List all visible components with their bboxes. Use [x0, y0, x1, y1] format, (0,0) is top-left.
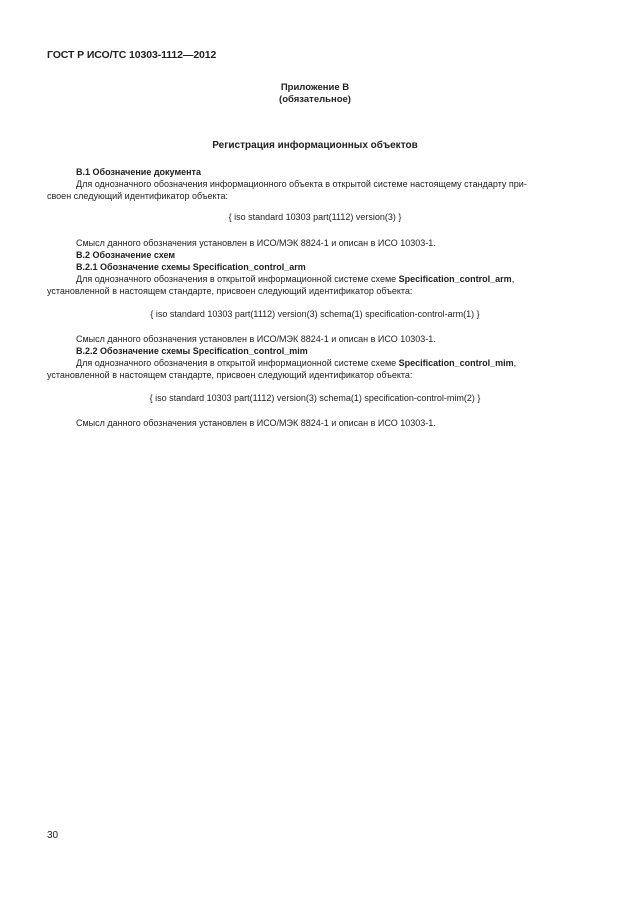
b22-heading: В.2.2 Обозначение схемы Specification_control_mim [76, 346, 308, 356]
b1-text-line2: своен следующий идентификатор объекта: [47, 191, 229, 201]
b22-text-post: , [513, 358, 517, 368]
b21-heading: В.2.1 Обозначение схемы Specification_control_arm [76, 262, 306, 272]
b2-heading: В.2 Обозначение схем [76, 250, 176, 260]
b21-text-line2: установленной в настоящем стандарте, присвоен следующий идентификатор объекта: [47, 286, 413, 296]
b21-text-line1 [76, 273, 580, 285]
b1-identifier: { iso standard 10303 part(1112) version(3) } [228, 212, 402, 222]
b1-heading: В.1 Обозначение документа [76, 167, 201, 177]
annex-title: Приложение В [280, 82, 350, 93]
annex-status: (обязательное) [279, 94, 351, 105]
b22-text-line2: установленной в настоящем стандарте, присвоен следующий идентификатор объекта: [47, 370, 413, 380]
b22-schema-name: Specification_control_mim [398, 358, 514, 368]
b21-text-pre: Для однозначного обозначения в открытой информационной системе схеме [76, 274, 399, 284]
page-number: 30 [47, 830, 59, 841]
b21-identifier: { iso standard 10303 part(1112) version(3) schema(1) specification-control-arm(1) } [150, 309, 480, 319]
b1-meaning: Смысл данного обозначения установлен в ИСО/МЭК 8824-1 и описан в ИСО 10303-1. [76, 238, 436, 248]
b22-text-line1 [76, 357, 580, 369]
b21-schema-name: Specification_control_arm [398, 274, 512, 284]
section-title: Регистрация информационных объектов [212, 140, 418, 151]
b22-identifier: { iso standard 10303 part(1112) version(3) schema(1) specification-control-mim(2) } [149, 393, 481, 403]
b21-text-post: , [511, 274, 515, 284]
b22-text-pre: Для однозначного обозначения в открытой информационной системе схеме [76, 358, 399, 368]
b1-text-line1: Для однозначного обозначения информационного объекта в открытой системе настоящему стандарту при- [76, 179, 527, 189]
b22-meaning: Смысл данного обозначения установлен в ИСО/МЭК 8824-1 и описан в ИСО 10303-1. [76, 418, 436, 428]
document-header: ГОСТ Р ИСО/ТС 10303-1112—2012 [47, 49, 217, 61]
b21-meaning: Смысл данного обозначения установлен в ИСО/МЭК 8824-1 и описан в ИСО 10303-1. [76, 334, 436, 344]
